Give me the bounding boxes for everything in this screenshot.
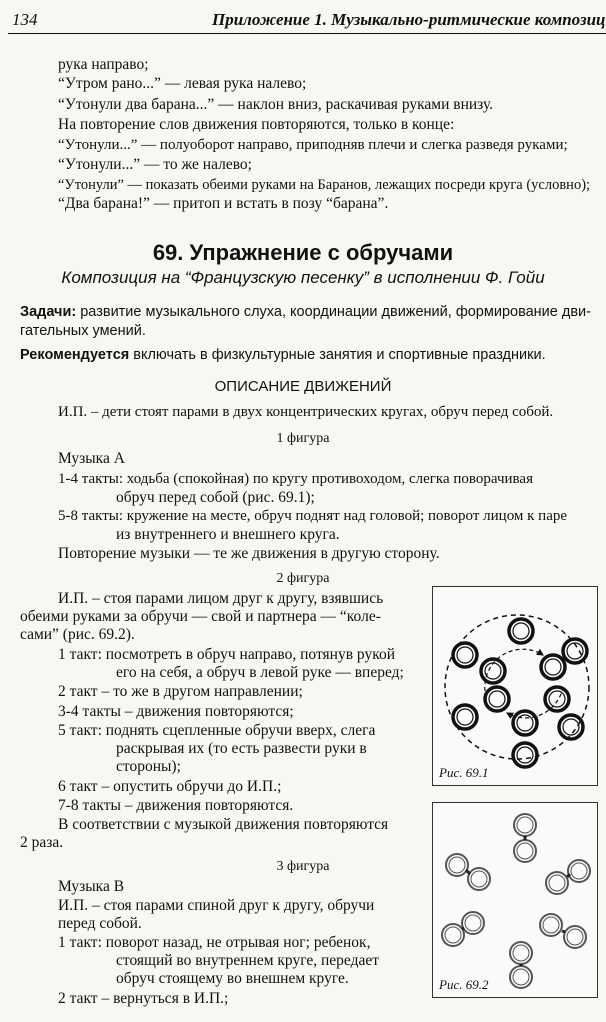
figure2-line: 7-8 такты – движения повторяются. — [58, 797, 294, 814]
hoop-circle-diagram — [433, 587, 597, 785]
hoop-inner — [571, 863, 587, 879]
tasks-line-2: гательных умений. — [20, 323, 146, 339]
figure2-line: обеими руками за обручи — свой и партнера — “коле- — [20, 608, 381, 625]
prev-line: “Утонули два барана...” — наклон вниз, раскачивая руками внизу. — [58, 96, 494, 113]
hands-link — [567, 874, 570, 877]
hoop-inner — [563, 719, 579, 735]
figure1-line: из внутреннего и внешнего круга. — [116, 526, 340, 543]
hoop-inner — [485, 663, 501, 679]
figure-69-1 — [432, 586, 598, 786]
figure2-line: 1 такт: посмотреть в обруч направо, потянув рукой — [58, 646, 395, 663]
hoop-inner — [513, 623, 529, 639]
figure3-line: И.П. – стоя парами спиной друг к другу, обручи — [58, 897, 375, 914]
figure2-line: 5 такт: поднять сцепленные обручи вверх, слега — [58, 722, 376, 739]
hands-link — [462, 928, 464, 929]
figure3-music: Музыка В — [58, 878, 125, 895]
recommend-line — [20, 346, 546, 364]
hoop-inner — [489, 691, 505, 707]
figure2-line: 6 такт – опустить обручи до И.П.; — [58, 778, 282, 795]
figure3-line: 2 такт – вернуться в И.П.; — [58, 990, 229, 1007]
prev-line: “Утонули” — показать обеими руками на Баранов, лежащих посреди круга (условно); — [58, 177, 591, 193]
tasks-label: Задачи: — [20, 304, 77, 320]
hands-link — [466, 870, 470, 874]
tasks-text: развитие музыкального слуха, координации движений, формирование дви- — [76, 304, 591, 320]
figure2-line: 3-4 такты – движения повторяются; — [58, 703, 294, 720]
prev-line: На повторение слов движения повторяются, только в конце: — [58, 116, 455, 133]
figure3-heading: 3 фигура — [276, 859, 330, 874]
figure3-line: 1 такт: поворот назад, не отрывая ног; ребенок, — [58, 934, 371, 951]
figure2-line: его на себя, а обруч в левой руке — вперед; — [116, 664, 404, 681]
figure-caption: Рис. 69.2 — [439, 977, 489, 992]
figure2-line: И.П. – стоя парами лицом друг к другу, взявшись — [58, 590, 384, 607]
hoop-inner — [513, 969, 529, 985]
hoop-inner — [445, 927, 461, 943]
hoop-inner — [545, 659, 561, 675]
hoop-inner — [457, 709, 473, 725]
hoop-inner — [549, 875, 565, 891]
section-title: 69. Упражнение с обручами — [152, 240, 454, 265]
recommend-text: включать в физкультурные занятия и спортивные праздники. — [129, 347, 546, 363]
hoop-inner — [543, 917, 559, 933]
linked-hoops-diagram — [433, 803, 597, 997]
page-header — [0, 0, 606, 34]
figure2-line: 2 такт – то же в другом направлении; — [58, 683, 303, 700]
figure1-music: Музыка А — [58, 450, 125, 467]
description-heading: ОПИСАНИЕ ДВИЖЕНИЙ — [214, 378, 392, 395]
hoop-inner — [567, 929, 583, 945]
hoop-inner — [449, 857, 465, 873]
header-rule — [8, 33, 606, 34]
figure3-line: перед собой. — [58, 915, 142, 932]
recommend-label: Рекомендуется — [20, 347, 130, 363]
prev-line: “Утром рано...” — левая рука налево; — [58, 75, 307, 92]
running-title: Приложение 1. Музыкально-ритмические композиц — [212, 10, 606, 29]
figure1-line: 1-4 такты: ходьба (спокойная) по кругу противоходом, слегка поворачивая — [58, 471, 533, 487]
hoop-inner — [517, 843, 533, 859]
page-number: 134 — [12, 10, 38, 29]
figure3-line: обруч стоящему во внешнем круге. — [116, 970, 349, 987]
figure2-line: сами” (рис. 69.2). — [20, 626, 135, 643]
figure3-line: стоящий во внутреннем круге, передает — [116, 952, 380, 969]
hoop-inner — [517, 747, 533, 763]
figure2-line: раскрывая их (то есть развести руки в — [116, 740, 367, 757]
hoop-inner — [517, 817, 533, 833]
prev-line: рука направо; — [58, 56, 149, 73]
hoop-inner — [471, 871, 487, 887]
hoop-inner — [457, 647, 473, 663]
figure1-heading: 1 фигура — [276, 431, 330, 446]
hoop-inner — [513, 945, 529, 961]
prev-line: “Два барана!” — притоп и встать в позу “барана”. — [58, 195, 389, 212]
figure1-line: обруч перед собой (рис. 69.1); — [116, 489, 315, 506]
figure2-line: стороны); — [116, 758, 181, 775]
prev-line: “Утонули...” — то же налево; — [58, 156, 252, 173]
hoop-inner — [549, 691, 565, 707]
figure2-heading: 2 фигура — [276, 571, 330, 586]
tasks-line — [20, 303, 591, 321]
prev-line: “Утонули...” — полуоборот направо, приподняв плечи и слегка разведя руками; — [58, 137, 568, 153]
hoop-inner — [465, 915, 481, 931]
figure2-line: В соответствии с музыкой движения повторяются — [58, 816, 389, 833]
ip-line: И.П. – дети стоят парами в двух концентрических кругах, обруч перед собой. — [58, 404, 554, 420]
figure1-line: 5-8 такты: кружение на месте, обруч поднят над головой; поворот лицом к паре — [58, 508, 568, 524]
figure2-line: 2 раза. — [20, 834, 64, 851]
figure-caption: Рис. 69.1 — [439, 765, 489, 780]
section-subtitle: Композиция на “Французскую песенку” в исполнении Ф. Гойи — [61, 268, 545, 287]
figure1-line: Повторение музыки — те же движения в другую сторону. — [58, 545, 440, 562]
hands-link — [562, 931, 565, 932]
figure-69-2 — [432, 802, 598, 998]
